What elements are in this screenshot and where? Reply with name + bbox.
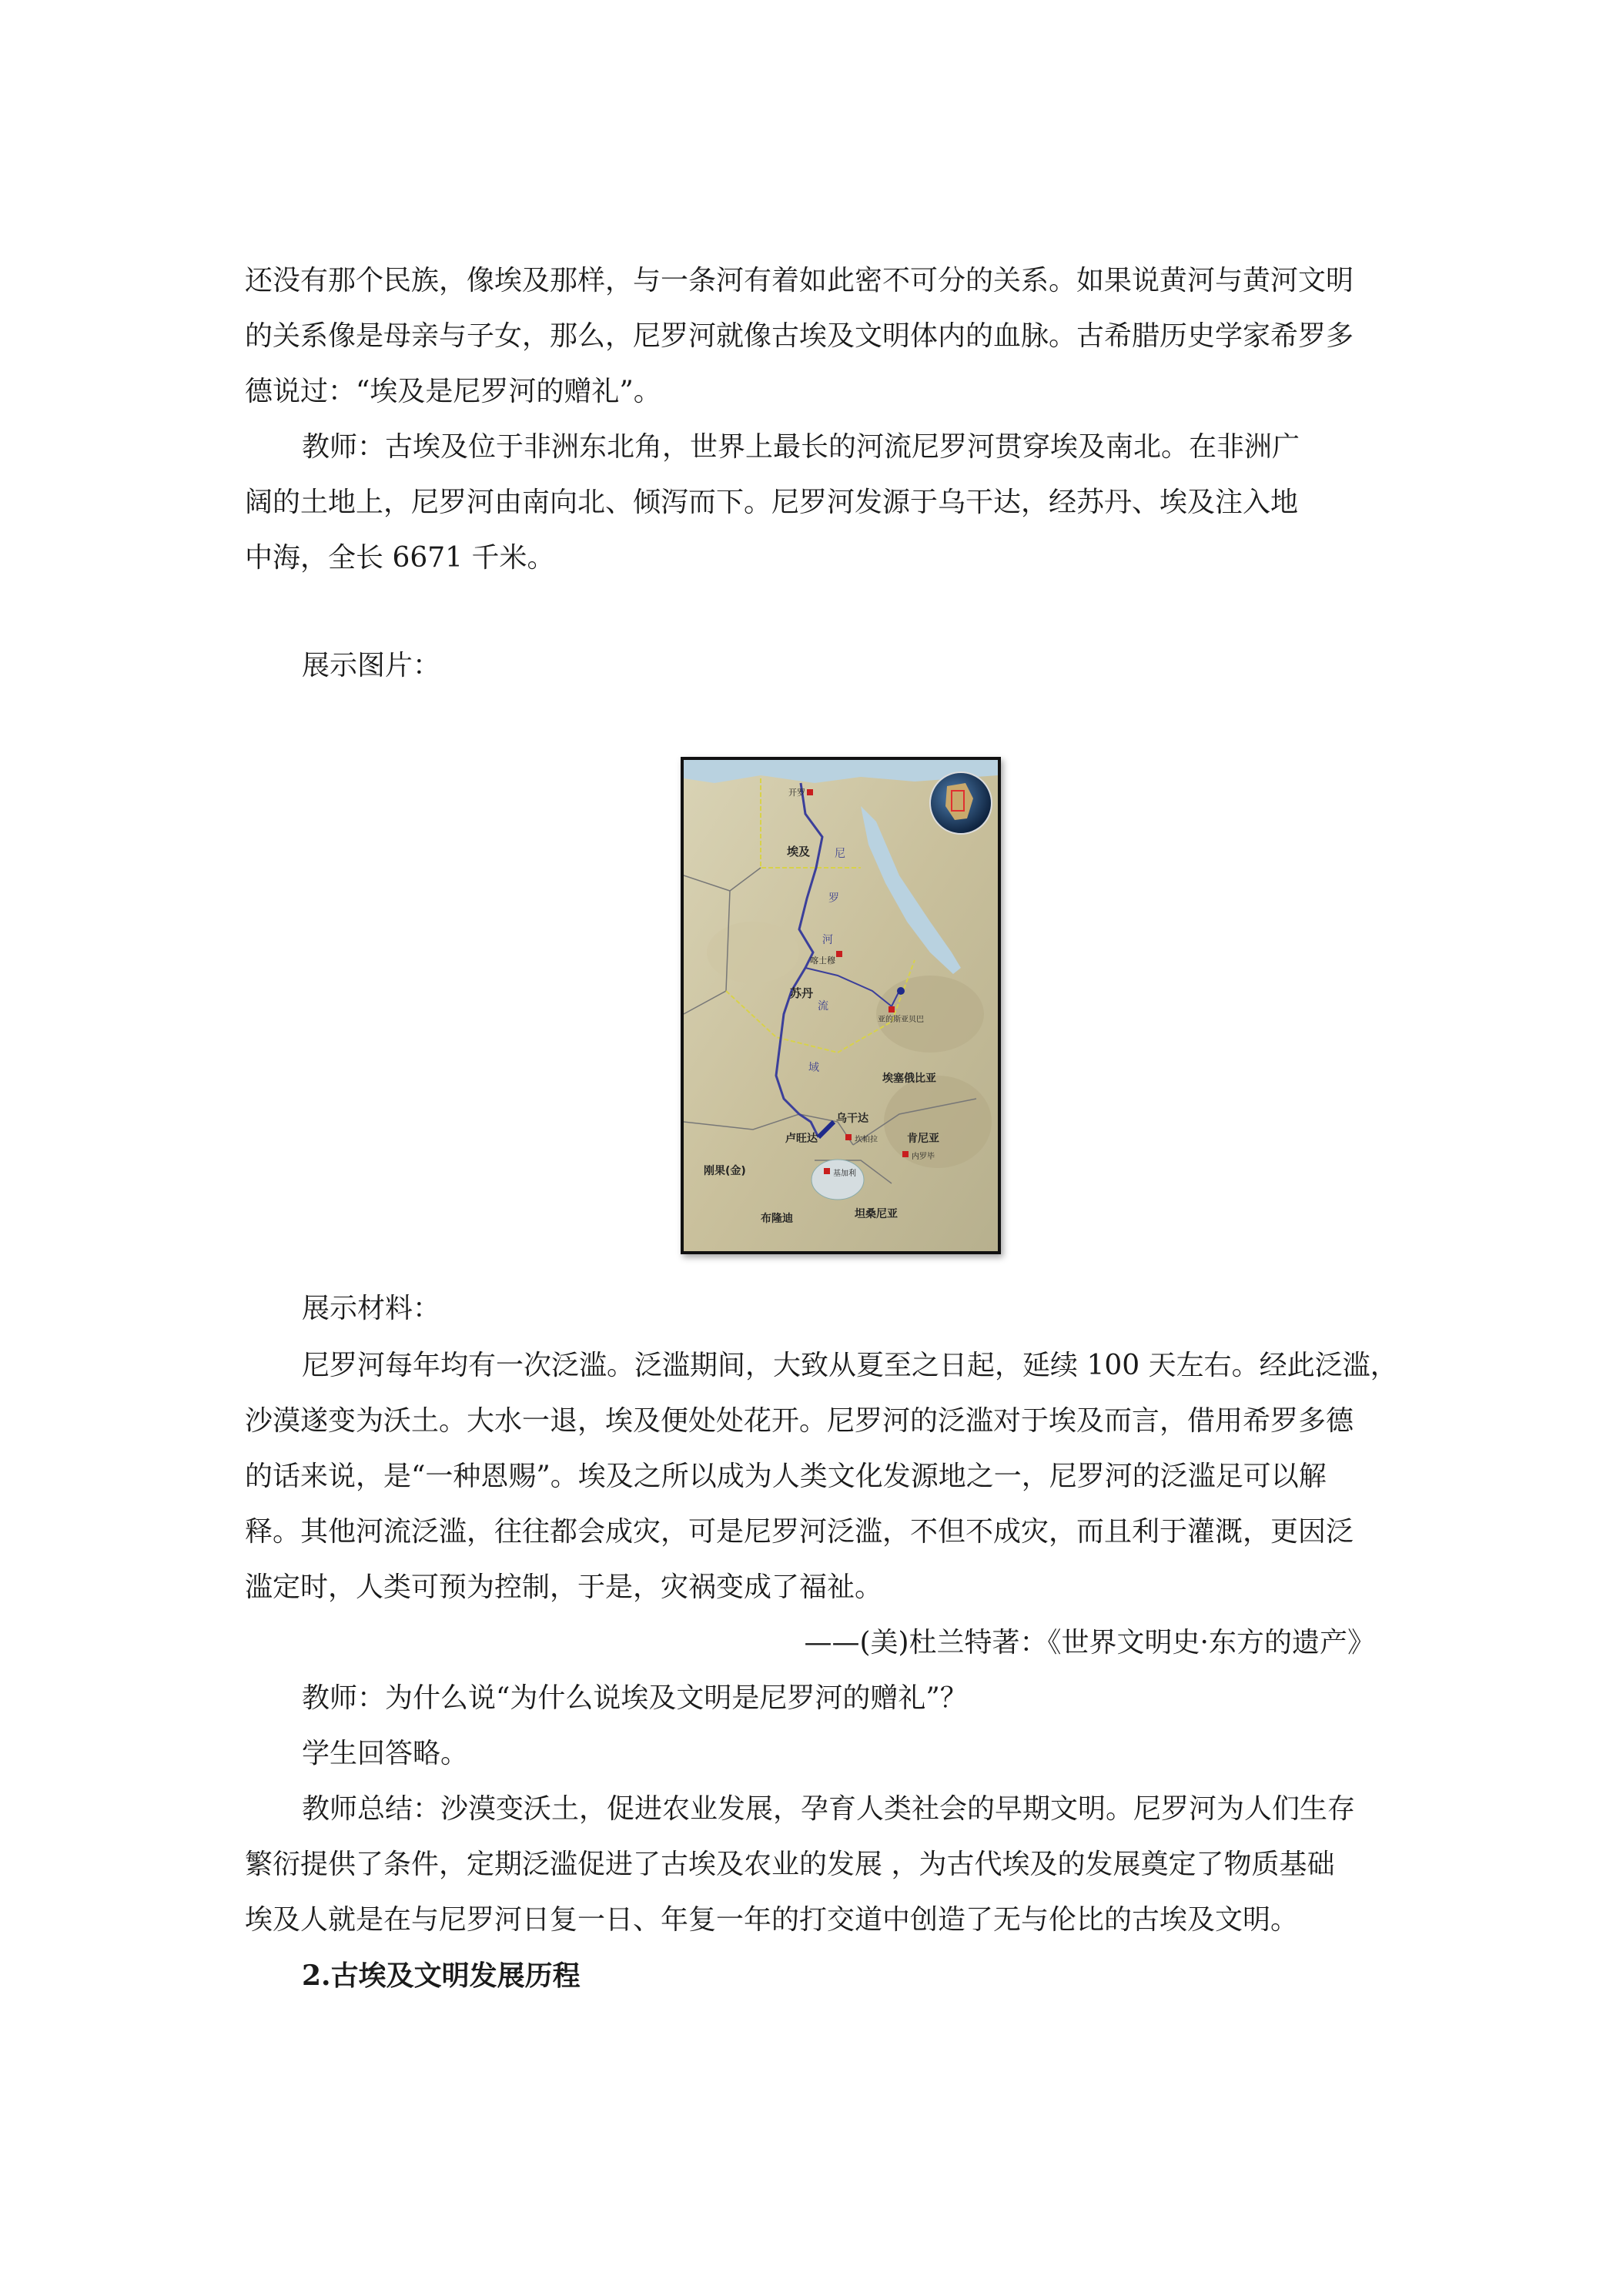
map-city-addis: 亚的斯亚贝巴 <box>878 1016 924 1024</box>
paragraph-line: 德说过：“埃及是尼罗河的赠礼”。 <box>245 376 661 407</box>
nile-map-figure <box>681 757 1001 1254</box>
map-river-char: 河 <box>822 934 833 946</box>
citation: ——(美)杜兰特著：《世界文明史·东方的遗产》 <box>804 1627 1375 1658</box>
paragraph-line: 的关系像是母亲与子女，那么，尼罗河就像古埃及文明体内的血脉。古希腊历史学家希罗多 <box>245 320 1354 352</box>
material-line: 释。其他河流泛滥，往往都会成灾，可是尼罗河泛滥，不但不成灾，而且利于灌溉，更因泛 <box>245 1516 1354 1548</box>
material-line: 尼罗河每年均有一次泛滥。泛滥期间，大致从夏至之日起，延续 100 天左右。经此泛滥， <box>302 1350 1398 1381</box>
city-marker <box>807 789 813 795</box>
nile-map <box>684 760 998 1251</box>
map-label-tanzania: 坦桑尼亚 <box>855 1208 898 1220</box>
paragraph-line: 还没有那个民族，像埃及那样，与一条河有着如此密不可分的关系。如果说黄河与黄河文明 <box>245 265 1354 296</box>
material-line: 沙漠遂变为沃土。大水一退，埃及便处处花开。尼罗河的泛滥对于埃及而言，借用希罗多德 <box>245 1405 1354 1437</box>
student-answer: 学生回答略。 <box>302 1738 469 1769</box>
map-city-kampala: 坎帕拉 <box>855 1136 878 1144</box>
map-label-drc: 刚果(金) <box>704 1165 746 1177</box>
paragraph-line: 教师：古埃及位于非洲东北角，世界上最长的河流尼罗河贯穿埃及南北。在非洲广 <box>302 431 1300 463</box>
section-heading: 2.古埃及文明发展历程 <box>302 1960 581 1992</box>
map-label-egypt: 埃及 <box>787 845 811 858</box>
map-city-cairo: 开罗 <box>788 788 805 798</box>
show-material-label: 展示材料： <box>302 1293 441 1324</box>
summary-line: 教师总结：沙漠变沃土，促进农业发展，孕育人类社会的早期文明。尼罗河为人们生存 <box>302 1793 1356 1825</box>
city-marker <box>888 1006 895 1012</box>
map-label-rwanda: 卢旺达 <box>785 1133 818 1145</box>
map-city-nairobi: 内罗毕 <box>912 1153 935 1161</box>
map-label-burundi: 布隆迪 <box>761 1213 793 1225</box>
material-line: 的话来说，是“一种恩赐”。埃及之所以成为人类文化发源地之一，尼罗河的泛滥足可以解 <box>245 1461 1327 1492</box>
city-marker <box>902 1151 909 1157</box>
summary-line: 繁衍提供了条件，定期泛滥促进了古埃及农业的发展 ，为古代埃及的发展奠定了物质基础 <box>245 1849 1335 1880</box>
map-label-uganda: 乌干达 <box>836 1113 868 1125</box>
show-image-label: 展示图片： <box>302 650 441 681</box>
map-label-sudan: 苏丹 <box>790 986 814 1000</box>
city-marker <box>845 1134 852 1140</box>
map-city-kigali: 基加利 <box>833 1170 856 1178</box>
city-marker <box>836 951 842 957</box>
map-city-khartoum: 喀士穆 <box>810 956 835 966</box>
teacher-question: 教师：为什么说“为什么说埃及文明是尼罗河的赠礼”？ <box>302 1682 968 1714</box>
paragraph-line: 阔的土地上，尼罗河由南向北、倾泻而下。尼罗河发源于乌干达，经苏丹、埃及注入地 <box>245 487 1299 518</box>
map-river-char: 罗 <box>828 892 839 905</box>
summary-line: 埃及人就是在与尼罗河日复一日、年复一年的打交道中创造了无与伦比的古埃及文明。 <box>245 1904 1299 1936</box>
map-river-char: 尼 <box>835 848 845 860</box>
map-label-ethiopia: 埃塞俄比亚 <box>882 1073 936 1085</box>
city-marker <box>824 1168 830 1174</box>
map-label-kenya: 肯尼亚 <box>907 1133 939 1145</box>
material-line: 滥定时，人类可预为控制，于是，灾祸变成了福祉。 <box>245 1571 883 1603</box>
map-river-char: 域 <box>808 1062 819 1074</box>
map-river-char: 流 <box>818 1000 828 1012</box>
paragraph-line: 中海，全长 6671 千米。 <box>245 542 555 574</box>
